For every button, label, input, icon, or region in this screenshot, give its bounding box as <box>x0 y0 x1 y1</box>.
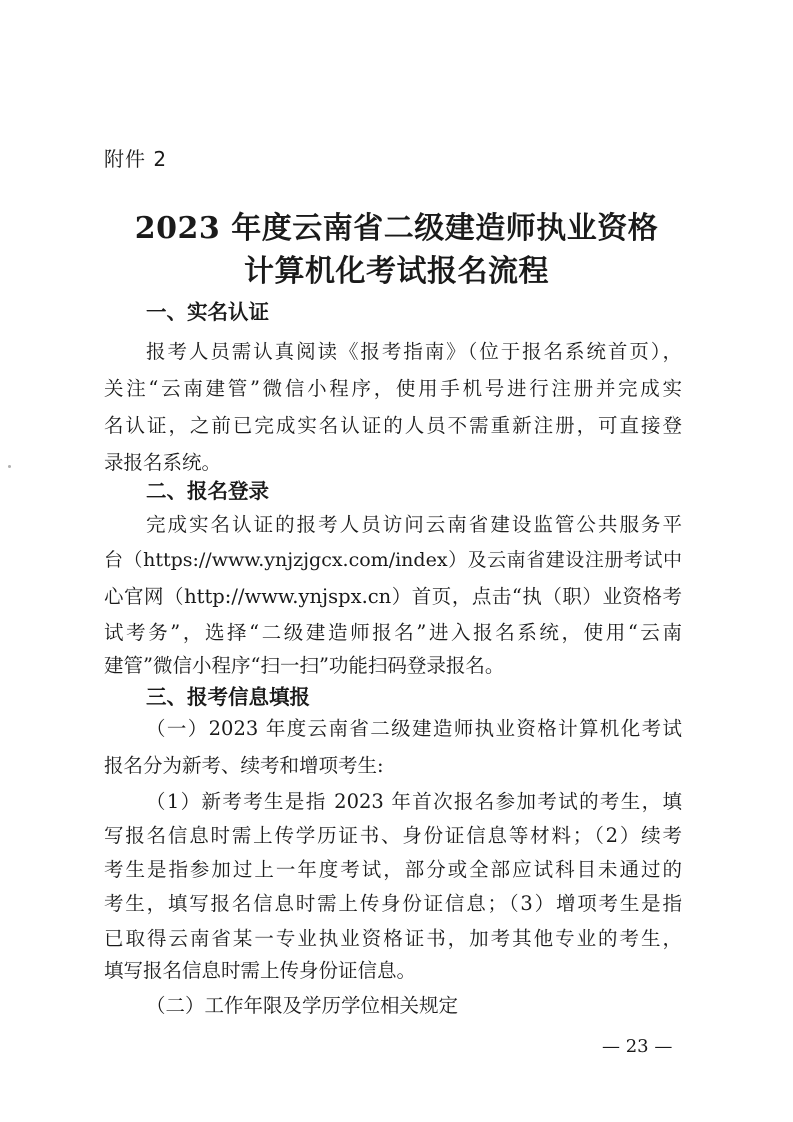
subsection-heading: （二）工作年限及学历学位相关规定 <box>146 994 459 1017</box>
body-line: 名认证，之前已完成实名认证的人员不需重新注册，可直接登 <box>104 414 682 437</box>
body-line: （1）新考考生是指 2023 年首次报名参加考试的考生，填 <box>146 790 682 813</box>
title-line-1: 2023 年度云南省二级建造师执业资格 <box>134 211 659 246</box>
body-line: 填写报名信息时需上传身份证信息。 <box>104 959 417 982</box>
body-line: 报名分为新考、续考和增项考生: <box>104 754 384 777</box>
body-line: 写报名信息时需上传学历证书、身份证信息等材料；（2）续考 <box>104 824 682 847</box>
body-line: 完成实名认证的报考人员访问云南省建设监管公共服务平 <box>146 513 682 536</box>
page-number: — 23 — <box>602 1036 673 1057</box>
section-heading-1: 一、实名认证 <box>146 300 269 324</box>
scan-mark <box>8 465 11 468</box>
section-heading-2: 二、报名登录 <box>146 479 269 503</box>
body-line: 建管”微信小程序“扫一扫”功能扫码登录报名。 <box>104 654 505 677</box>
body-line: 考生，填写报名信息时需上传身份证信息；（3）增项考生是指 <box>104 892 682 915</box>
body-line: 已取得云南省某一专业执业资格证书，加考其他专业的考生， <box>104 927 682 950</box>
body-line: 录报名系统。 <box>104 451 222 474</box>
title-line-2: 计算机化考试报名流程 <box>244 254 549 289</box>
body-line: 台（https://www.ynjzjgcx.com/index）及云南省建设注册考试中 <box>104 549 682 571</box>
body-line: 关注“云南建管”微信小程序，使用手机号进行注册并完成实 <box>104 377 682 400</box>
attachment-label: 附件 2 <box>104 147 168 171</box>
body-line: （一）2023 年度云南省二级建造师执业资格计算机化考试 <box>146 717 682 740</box>
body-line: 报考人员需认真阅读《报考指南》（位于报名系统首页）， <box>146 340 682 363</box>
body-line: 心官网（http://www.ynjspx.cn）首页，点击“执（职）业资格考 <box>104 585 682 608</box>
body-line: 试考务”，选择“二级建造师报名”进入报名系统，使用“云南 <box>104 621 682 644</box>
section-heading-3: 三、报考信息填报 <box>146 685 310 709</box>
body-line: 考生是指参加过上一年度考试，部分或全部应试科目未通过的 <box>104 858 682 881</box>
